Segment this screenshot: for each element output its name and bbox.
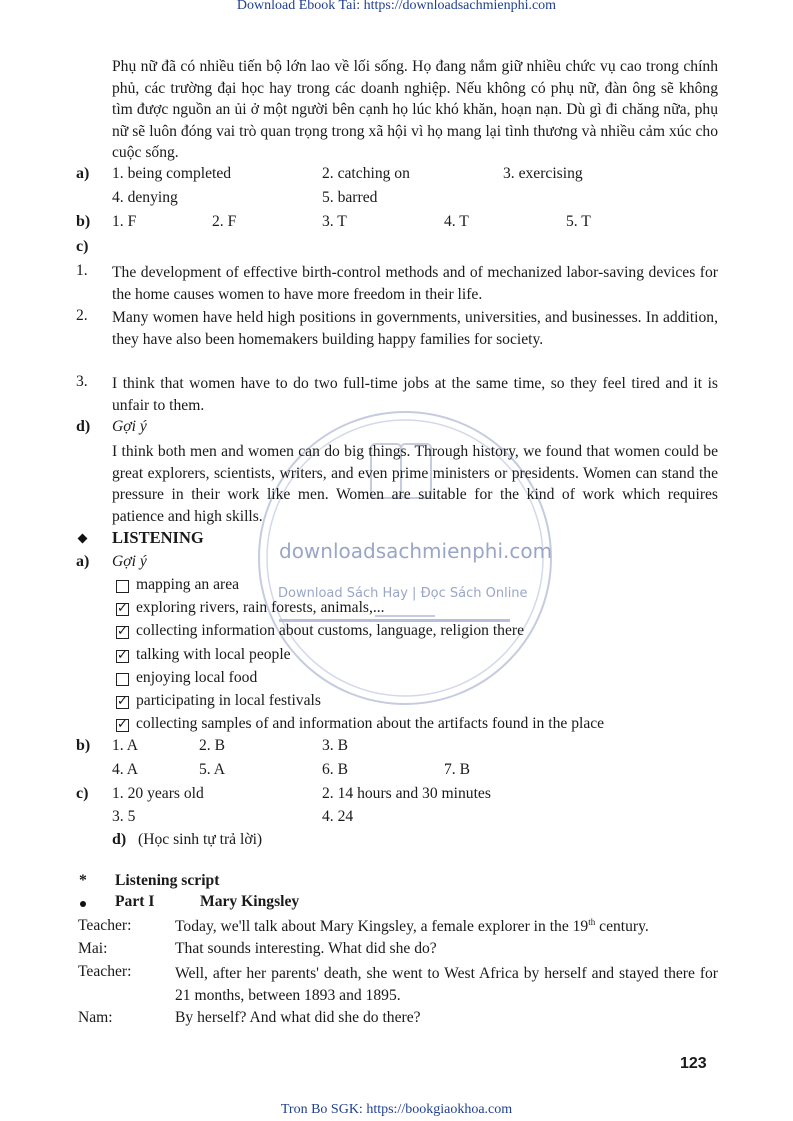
checked-box-icon[interactable]: [116, 696, 129, 709]
script-heading: Listening script: [115, 872, 220, 889]
checklist-text: enjoying local food: [136, 668, 258, 686]
checklist-text: participating in local festivals: [136, 692, 321, 709]
dialogue-line: That sounds interesting. What did she do?: [175, 940, 437, 957]
intro-paragraph: Phụ nữ đã có nhiều tiến bộ lớn lao về lối sống. Họ đang nắm giữ nhiều chức vụ cao trong chính phủ, các trường đại học hay trong các doanh nghiệp. Nếu không có phụ nữ, đàn ông sẽ không tìm được nguồn an ủi ở một người bên cạnh họ lúc khó khăn, hoạn nạn. Dù gì đi chăng nữa, phụ nữ sẽ luôn đóng vai trò quan trọng trong xã hội vì họ mang lại tình thương và nhiều cảm xúc cho cuộc sống.: [112, 58, 718, 162]
checklist-item: [0, 646, 793, 666]
reading-b-item: 2. F: [212, 213, 237, 230]
checked-box-icon[interactable]: [116, 626, 129, 639]
listening-b-item: 4. A: [112, 761, 138, 778]
checklist-item: [0, 692, 793, 712]
listening-b-item: 3. B: [322, 737, 348, 754]
dialogue-line: [175, 917, 649, 936]
ordinal-suffix: th: [588, 917, 596, 927]
listening-c-item: 2. 14 hours and 30 minutes: [322, 785, 491, 802]
empty-box-icon[interactable]: [116, 580, 129, 593]
listening-a-label: a): [76, 553, 90, 570]
reading-c-num: 3.: [76, 373, 88, 390]
footer-link[interactable]: Tron Bo SGK: https://bookgiaokhoa.com: [280, 1102, 513, 1117]
listening-b-item: 6. B: [322, 761, 348, 778]
listening-b-item: 1. A: [112, 737, 138, 754]
reading-b-label: b): [76, 213, 91, 230]
page-number: 123: [680, 1055, 707, 1072]
listening-d-text: (Học sinh tự trả lời): [138, 831, 263, 848]
reading-a-item: 5. barred: [322, 189, 378, 206]
reading-d-text: I think both men and women can do big things. Through history, we found that women could be great explorers, scientists, writers, and even prime ministers or presidents. Women can stand the pressure in their work like men. Women are suitable for the kind of work which requires patience and high skills.: [112, 443, 718, 525]
dialogue-text: century.: [595, 918, 649, 936]
reading-d-hint: Gợi ý: [112, 418, 147, 435]
dialogue-line: By herself? And what did she do there?: [175, 1009, 421, 1026]
reading-a-item: 3. exercising: [503, 165, 583, 182]
reading-d-label: d): [76, 418, 91, 435]
listening-d-label: d): [112, 831, 127, 848]
listening-heading: LISTENING: [112, 528, 204, 547]
speaker: Nam:: [78, 1009, 113, 1026]
reading-c-num: 2.: [76, 307, 88, 324]
checklist-item: [0, 715, 793, 735]
script-star: *: [79, 872, 87, 889]
checked-box-icon[interactable]: [116, 650, 129, 663]
header-link[interactable]: Download Ebook Tai: https://downloadsachmienphi.com: [236, 0, 557, 13]
reading-c-num: 1.: [76, 262, 88, 279]
reading-b-item: 1. F: [112, 213, 137, 230]
bullet-diamond-icon: [78, 534, 88, 544]
checklist-item: [0, 576, 793, 596]
watermark-tagline: Download Sách Hay | Đọc Sách Online: [278, 586, 528, 601]
reading-b-item: 5. T: [566, 213, 591, 230]
checklist-text: talking with local people: [136, 645, 291, 663]
checklist-item: [0, 599, 793, 619]
reading-a-item: 2. catching on: [322, 165, 410, 182]
checklist-item: [0, 669, 793, 689]
speaker: Teacher:: [78, 963, 132, 980]
listening-b-item: 7. B: [444, 761, 470, 778]
speaker: Mai:: [78, 940, 108, 957]
listening-c-item: 4. 24: [322, 808, 354, 825]
speaker: Teacher:: [78, 917, 132, 934]
reading-b-item: 4. T: [444, 213, 469, 230]
checklist-text: mapping an area: [136, 576, 240, 593]
part-title: Mary Kingsley: [200, 893, 300, 910]
reading-c-label: c): [76, 238, 89, 255]
listening-c-label: c): [76, 785, 89, 802]
bullet-dot-icon: [80, 901, 86, 907]
checked-box-icon[interactable]: [116, 603, 129, 616]
reading-b-item: 3. T: [322, 213, 347, 230]
listening-a-hint: Gợi ý: [112, 553, 147, 570]
listening-c-item: 1. 20 years old: [112, 785, 204, 802]
listening-b-item: 2. B: [199, 737, 225, 754]
dialogue-text: Today, we'll talk about Mary Kingsley, a female explorer in the 19: [175, 918, 589, 936]
checklist-text: exploring rivers, rain forests, animals,...: [136, 599, 385, 617]
listening-c-item: 3. 5: [112, 808, 136, 825]
watermark-site: downloadsachmienphi.com: [279, 539, 553, 563]
reading-c-answer: I think that women have to do two full-time jobs at the same time, so they feel tired and it is unfair to them.: [112, 375, 718, 414]
checklist-text: collecting information about customs, language, religion there: [136, 622, 525, 640]
empty-box-icon[interactable]: [116, 673, 129, 686]
reading-c-answer: The development of effective birth-control methods and of mechanized labor-saving devices for the home causes women to have more freedom in their life.: [112, 264, 718, 303]
reading-a-item: 4. denying: [112, 189, 178, 206]
part-label: Part I: [115, 893, 155, 910]
listening-b-item: 5. A: [199, 761, 225, 778]
dialogue-line: Well, after her parents' death, she went to West Africa by herself and stayed there for 21 months, between 1893 and 1895.: [175, 965, 718, 1004]
reading-a-label: a): [76, 165, 90, 182]
listening-b-label: b): [76, 737, 91, 754]
reading-c-answer: Many women have held high positions in governments, universities, and businesses. In addition, they have also been homemakers building happy families for society.: [112, 309, 718, 348]
checklist-text: collecting samples of and information about the artifacts found in the place: [136, 715, 605, 733]
checked-box-icon[interactable]: [116, 719, 129, 732]
checklist-item: [0, 622, 793, 642]
reading-a-item: 1. being completed: [112, 165, 232, 182]
